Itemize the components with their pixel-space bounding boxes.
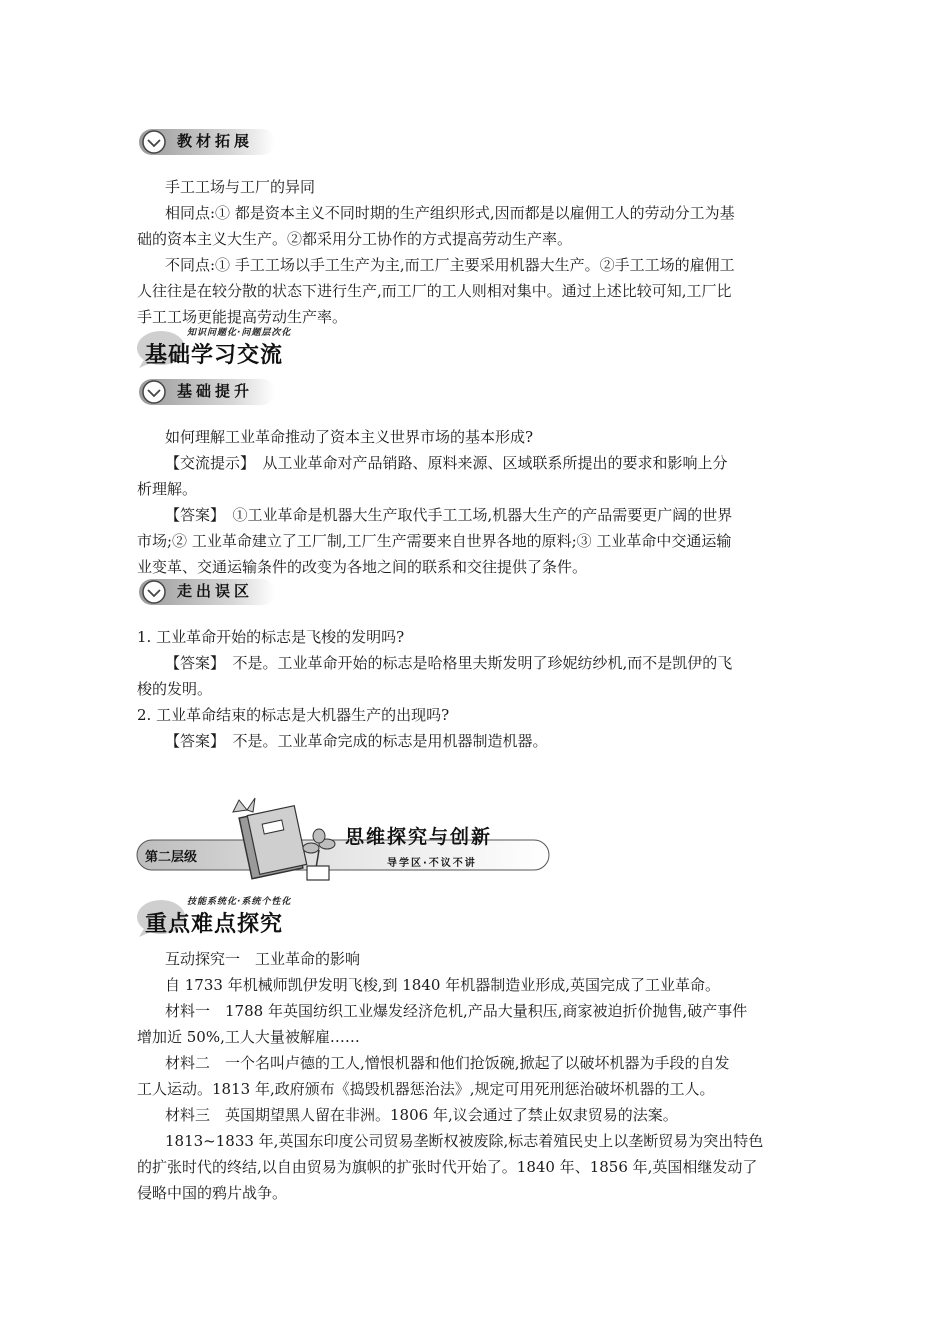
- paragraph-line: 材料二 一个名叫卢德的工人,憎恨机器和他们抢饭碗,掀起了以破坏机器为手段的自发: [165, 1054, 730, 1072]
- section-tag-basic-improvement: [137, 377, 277, 407]
- paragraph-line: 【答案】 ①工业革命是机器大生产取代手工工场,机器大生产的产品需要更广阔的世界: [165, 506, 733, 524]
- paragraph-line: 市场;② 工业革命建立了工厂制,工厂生产需要来自世界各地的原料;③ 工业革命中交通运输: [137, 532, 732, 550]
- section-header-key-points: [135, 897, 435, 937]
- level-banner: [135, 792, 555, 892]
- paragraph-line: 自 1733 年机械师凯伊发明飞梭,到 1840 年机器制造业形成,英国完成了工业革命。: [165, 976, 720, 994]
- paragraph-line: 础的资本主义大生产。②都采用分工协作的方式提高劳动生产率。: [137, 230, 573, 248]
- paragraph-line: 业变革、交通运输条件的改变为各地之间的联系和交往提供了条件。: [137, 558, 588, 576]
- level-label: 第二层级: [145, 850, 198, 865]
- paragraph-line: 的扩张时代的终结,以自由贸易为旗帜的扩张时代开始了。1840 年、1856 年,英国相继发动了: [137, 1158, 758, 1176]
- paragraph-line: 【交流提示】 从工业革命对产品销路、原料来源、区域联系所提出的要求和影响上分: [165, 454, 728, 472]
- book-icon: [239, 806, 307, 879]
- paragraph-line: 材料三 英国期望黑人留在非洲。1806 年,议会通过了禁止奴隶贸易的法案。: [165, 1106, 678, 1124]
- section-header-title: 基础学习交流: [145, 343, 284, 368]
- tag-label: 教材拓展: [177, 132, 254, 150]
- paragraph-line: 侵略中国的鸦片战争。: [137, 1184, 288, 1202]
- section-tag-textbook-expansion: [137, 127, 277, 157]
- section-tag-avoid-mistakes: [137, 577, 277, 607]
- section-header-subtitle: 知识问题化·问题层次化: [187, 328, 292, 338]
- answer-line: 【答案】 不是。工业革命开始的标志是哈格里夫斯发明了珍妮纺纱机,而不是凯伊的飞: [165, 654, 733, 672]
- paragraph-line: 不同点:① 手工工场以手工生产为主,而工厂主要采用机器大生产。②手工工场的雇佣工: [165, 256, 735, 274]
- section-header-subtitle: 技能系统化·系统个性化: [187, 897, 292, 907]
- answer-line: 梭的发明。: [137, 680, 213, 698]
- paragraph-line: 工人运动。1813 年,政府颁布《捣毁机器惩治法》,规定可用死刑惩治破坏机器的工人。: [137, 1080, 715, 1098]
- tag-label: 基础提升: [177, 382, 254, 400]
- paragraph-line: 材料一 1788 年英国纺织工业爆发经济危机,产品大量积压,商家被迫折价抛售,破产事件: [165, 1002, 748, 1020]
- question-line: 2. 工业革命结束的标志是大机器生产的出现吗?: [137, 706, 450, 724]
- paragraph-line: 手工工场与工厂的异同: [165, 178, 316, 196]
- paragraph-line: 互动探究一 工业革命的影响: [165, 950, 361, 968]
- answer-line: 【答案】 不是。工业革命完成的标志是用机器制造机器。: [165, 732, 548, 750]
- level-title: 思维探究与创新: [345, 826, 493, 848]
- paragraph-line: 手工工场更能提高劳动生产率。: [137, 308, 348, 326]
- paragraph-line: 人往往是在较分散的状态下进行生产,而工厂的工人则相对集中。通过上述比较可知,工厂比: [137, 282, 732, 300]
- paragraph-line: 析理解。: [137, 480, 198, 498]
- section-header-title: 重点难点探究: [145, 912, 284, 937]
- level-subtitle: 导学区·不议不讲: [387, 858, 477, 869]
- paragraph-line: 相同点:① 都是资本主义不同时期的生产组织形式,因而都是以雇佣工人的劳动分工为基: [165, 204, 735, 222]
- section-header-basic-learning: [135, 328, 435, 368]
- question-line: 1. 工业革命开始的标志是飞梭的发明吗?: [137, 628, 405, 646]
- butterfly-icon: [233, 798, 255, 812]
- tag-label: 走出误区: [177, 582, 254, 600]
- paragraph-line: 如何理解工业革命推动了资本主义世界市场的基本形成?: [165, 428, 534, 446]
- paragraph-line: 增加近 50%,工人大量被解雇……: [137, 1028, 360, 1046]
- paragraph-line: 1813~1833 年,英国东印度公司贸易垄断权被废除,标志着殖民史上以垄断贸易为突出特色: [165, 1132, 764, 1150]
